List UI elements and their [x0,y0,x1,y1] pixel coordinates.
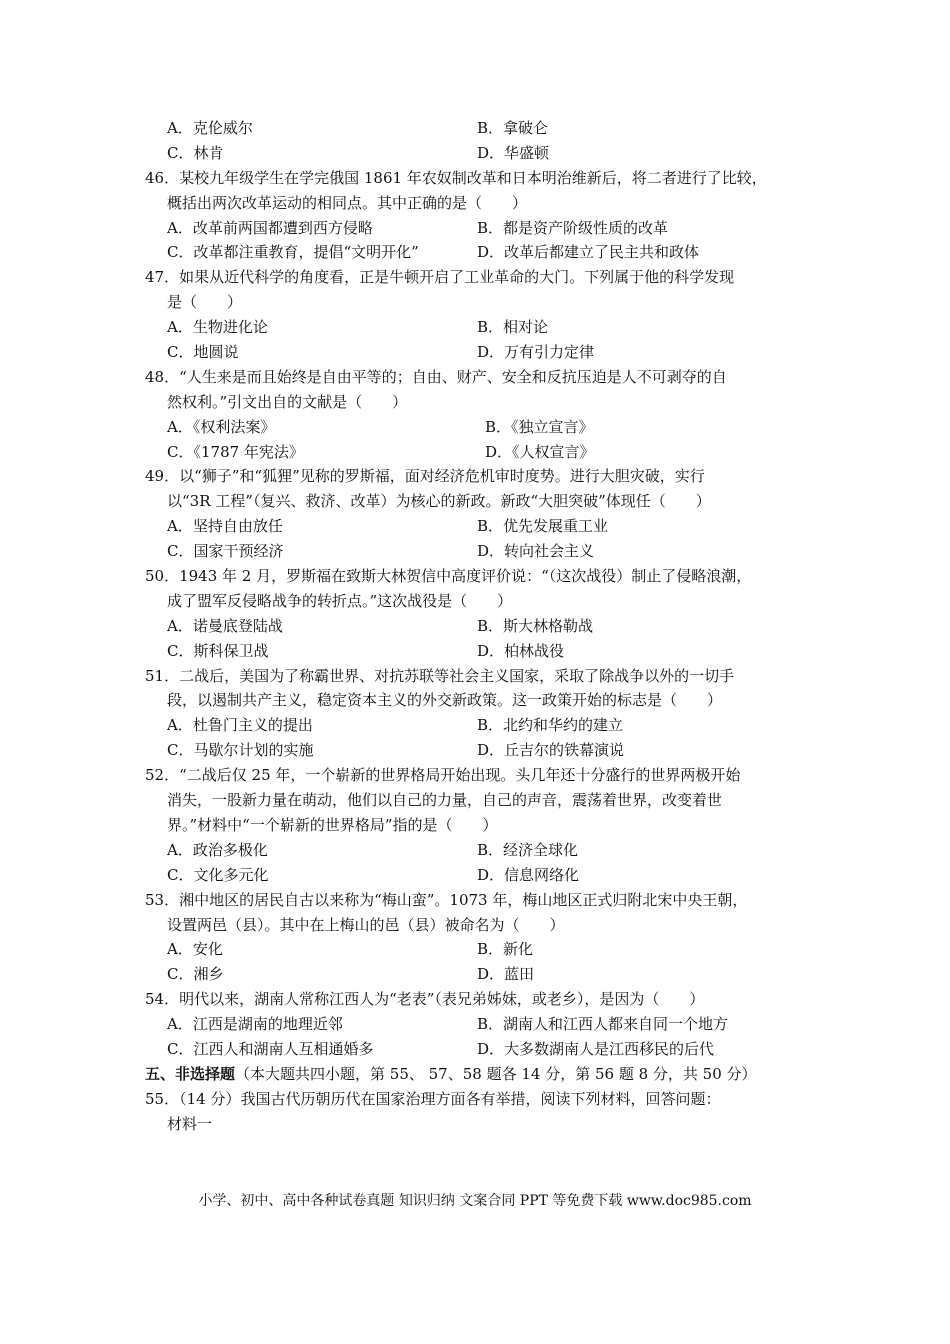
option-d: D．丘吉尔的铁幕演说 [477,741,625,760]
option-b: B．经济全球化 [477,840,579,859]
question-46 [145,166,825,266]
question-47 [145,265,825,365]
option-b: B．优先发展重工业 [477,517,609,536]
options-row [145,738,825,763]
option-d: D．华盛顿 [477,143,550,162]
option-b: B．新化 [477,940,534,959]
option-c: C．地圆说 [167,343,239,362]
option-c: C．斯科保卫战 [167,641,269,660]
options-row [145,514,825,539]
options-row [145,1012,825,1037]
option-b: B．湖南人和江西人都来自同一个地方 [477,1015,729,1034]
section-note: （本大题共四小题，第 55、 57、58 题各 14 分，第 56 题 8 分，共 50 分） [235,1064,757,1083]
options-row [145,216,825,241]
option-d: D．万有引力定律 [477,343,595,362]
option-d: D．大多数湖南人是江西移民的后代 [477,1039,715,1058]
question-text: 51．二战后，美国为了称霸世界、对抗苏联等社会主义国家，采取了除战争以外的一切手 [145,666,735,685]
question-48 [145,365,825,465]
options-row [145,539,825,564]
option-a: A．安化 [167,940,223,959]
question-50 [145,564,825,664]
option-c: C．改革都注重教育，提倡“文明开化” [167,243,419,262]
question-text: 52．“二战后仅 25 年，一个崭新的世界格局开始出现。头几年还十分盛行的世界两极开始 [145,766,741,785]
option-c: C．国家干预经济 [167,542,284,561]
option-a: A．江西是湖南的地理近邻 [167,1015,343,1034]
option-c: C．文化多元化 [167,865,269,884]
options-row [145,863,825,888]
options-row [145,962,825,987]
options-row [145,415,825,440]
option-b: B．《独立宣言》 [485,417,594,436]
question-text: 界。”材料中“一个崭新的世界格局”指的是（ ） [167,815,498,834]
question-text: 然权利。”引文出自的文献是（ ） [167,392,408,411]
question-text: 49．以“狮子”和“狐狸”见称的罗斯福，面对经济危机审时度势。进行大胆灾破，实行 [145,467,705,486]
section-title: 五、非选择题 [145,1064,236,1083]
option-d: D．信息网络化 [477,865,580,884]
option-a: A．《权利法案》 [167,417,276,436]
question-54 [145,987,825,1062]
option-d: D．柏林战役 [477,641,565,660]
question-text: 47．如果从近代科学的角度看，正是牛顿开启了工业革命的大门。下列属于他的科学发现 [145,268,735,287]
option-c: C．江西人和湖南人互相通婚多 [167,1039,374,1058]
options-row [145,315,825,340]
question-text: 概括出两次改革运动的相同点。其中正确的是（ ） [167,193,528,212]
question-51 [145,664,825,764]
option-a: A．诺曼底登陆战 [167,616,283,635]
options-row [145,340,825,365]
question-text: 消失，一股新力量在萌动，他们以自己的力量，自己的声音，震荡着世界，改变着世 [167,791,723,810]
question-52 [145,763,825,887]
options-row [145,116,825,141]
option-b: B．都是资产阶级性质的改革 [477,218,669,237]
options-row [145,1037,825,1062]
option-c: C．林肯 [167,143,224,162]
option-a: A．克伦威尔 [167,119,253,137]
question-list [145,116,825,1137]
question-55 [145,1087,825,1137]
question-text: 55．（14 分）我国古代历朝历代在国家治理方面各有举措，阅读下列材料，回答问题： [145,1089,721,1108]
option-c: C．湘乡 [167,965,224,984]
option-b: B．斯大林格勒战 [477,616,594,635]
question-text: 以“3R 工程”（复兴、救济、改革）为核心的新政。新政“大胆突破”体现任（ ） [167,492,711,511]
option-b: B．北约和华约的建立 [477,716,624,735]
question-text: 设置两邑（县）。其中在上梅山的邑（县）被命名为（ ） [167,915,565,934]
option-b: B．拿破仑 [477,119,549,137]
options-row [145,440,825,465]
options-row [145,141,825,166]
question-text: 54．明代以来，湖南人常称江西人为“老表”（表兄弟姊妹，或老乡），是因为（ ） [145,990,705,1009]
option-a: A．坚持自由放任 [167,517,283,536]
option-d: D．《人权宣言》 [485,442,595,461]
option-a: A．生物进化论 [167,318,268,337]
option-b: B．相对论 [477,318,549,337]
material-label: 材料一 [167,1114,213,1133]
options-row [145,639,825,664]
option-d: D．蓝田 [477,965,535,984]
options-row [145,614,825,639]
question-text: 成了盟军反侵略战争的转折点。”这次战役是（ ） [167,591,513,610]
question-text: 段，以遏制共产主义，稳定资本主义的外交新政策。这一政策开始的标志是（ ） [167,691,723,710]
question-text: 是（ ） [167,293,243,312]
page-footer: 小学、初中、高中各种试卷真题 知识归纳 文案合同 PPT 等免费下载 www.doc985.com [198,1193,752,1209]
question-text: 48．“人生来是而且始终是自由平等的；自由、财产、安全和反抗压迫是人不可剥夺的自 [145,367,727,386]
options-row [145,240,825,265]
question-53 [145,888,825,988]
options-row [145,713,825,738]
question-49 [145,464,825,564]
options-row [145,937,825,962]
option-a: A．改革前两国都遭到西方侵略 [167,218,373,237]
option-d: D．转向社会主义 [477,542,595,561]
section-heading [145,1062,825,1087]
question-text: 46．某校九年级学生在学完俄国 1861 年农奴制改革和日本明治维新后，将二者进行了比较， [145,168,767,187]
option-a: A．政治多极化 [167,840,268,859]
option-c: C．《1787 年宪法》 [167,442,304,461]
option-c: C．马歇尔计划的实施 [167,741,314,760]
options-row [145,838,825,863]
question-text: 50．1943 年 2 月，罗斯福在致斯大林贺信中高度评价说：“（这次战役）制止了侵略浪潮， [145,567,752,586]
option-a: A．杜鲁门主义的提出 [167,716,313,735]
option-d: D．改革后都建立了民主共和政体 [477,243,700,262]
question-text: 53．湘中地区的居民自古以来称为“梅山蛮”。1073 年，梅山地区正式归附北宋中央王朝， [145,890,748,909]
